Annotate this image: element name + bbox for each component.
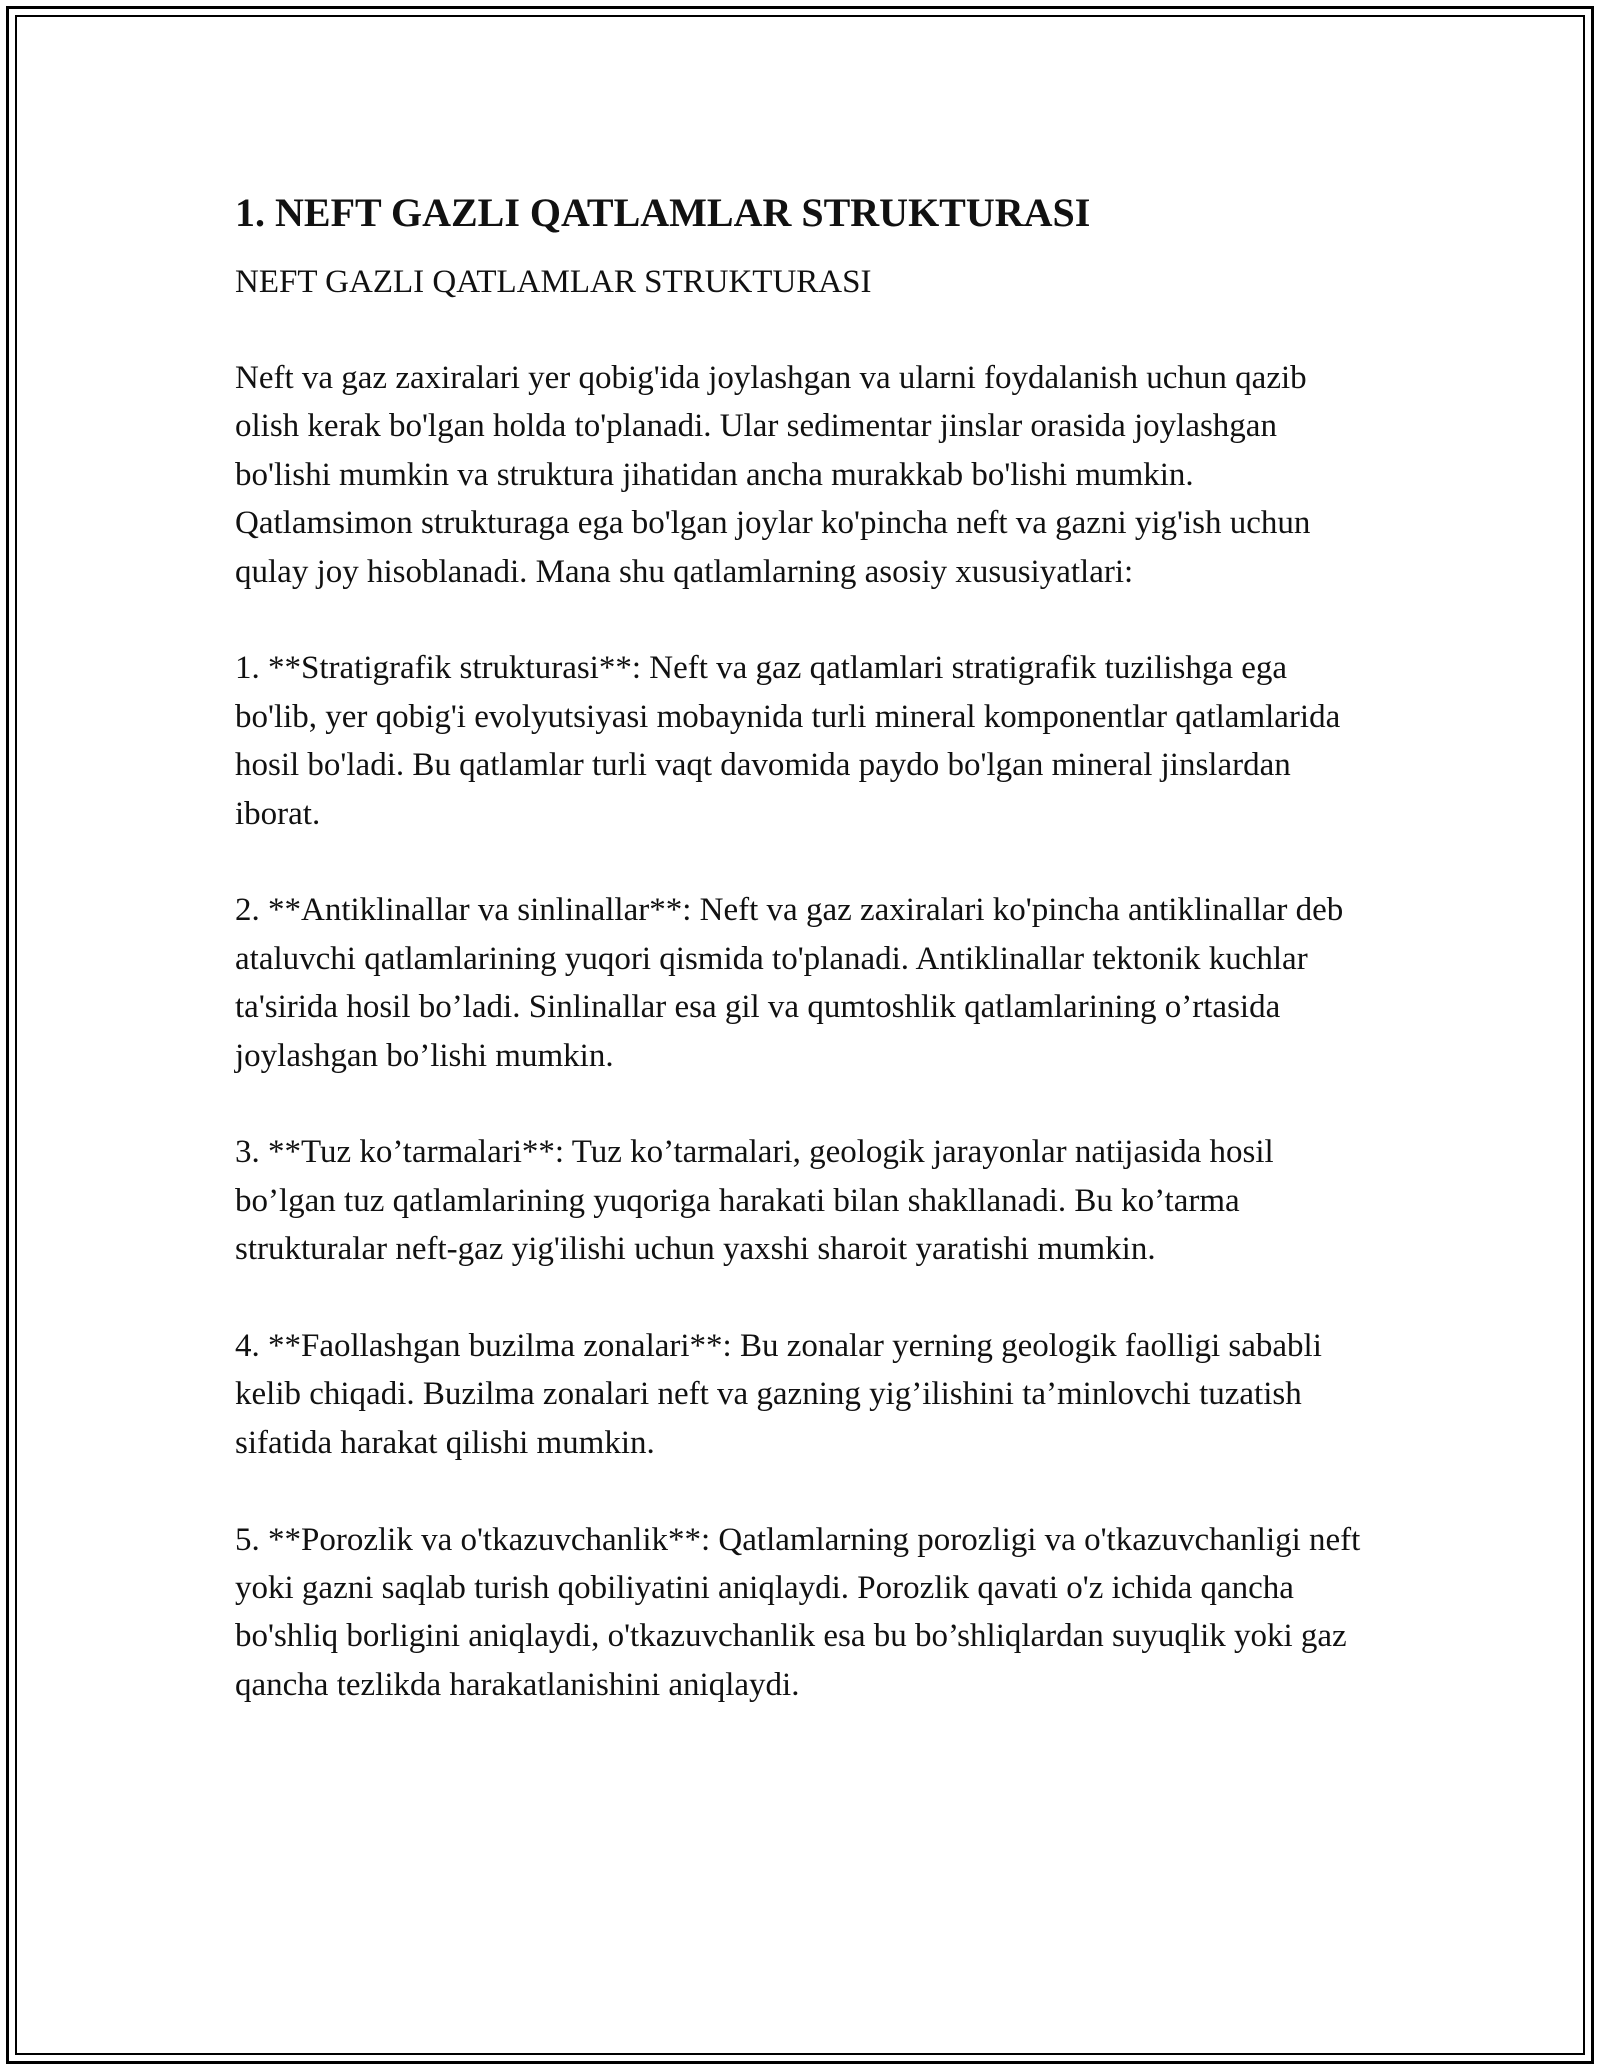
paragraph-item-2: 2. **Antiklinallar va sinlinallar**: Neft va gaz zaxiralari ko'pincha antiklinallar deb ataluvchi qatlamlarining yuqori qismida to'planadi. Antiklinallar tektonik kuchlar ta'sirida hosil bo’ladi. Sinlinallar esa gil va qumtoshlik qatlamlarining o’rtasida joylashgan bo’lishi mumkin. (235, 892, 1344, 1074)
document-body (235, 186, 1395, 1709)
paragraph-item-1: 1. **Stratigrafik strukturasi**: Neft va gaz qatlamlari stratigrafik tuzilishga ega bo'lib, yer qobig'i evolyutsiyasi mobaynida turli mineral komponentlar qatlamlarida hosil bo'ladi. Bu qatlamlar turli vaqt davomida paydo bo'lgan mineral jinslardan iborat. (235, 650, 1341, 832)
document-subtitle: NEFT GAZLI QATLAMLAR STRUKTURASI (235, 264, 872, 300)
paragraph-item-4: 4. **Faollashgan buzilma zonalari**: Bu zonalar yerning geologik faolligi sababli kelib chiqadi. Buzilma zonalari neft va gazning yig’ilishini ta’minlovchi tuzatish sifatida harakat qilishi mumkin. (235, 1328, 1322, 1461)
paragraph-item-3: 3. **Tuz ko’tarmalari**: Tuz ko’tarmalari, geologik jarayonlar natijasida hosil bo’lgan tuz qatlamlarining yuqoriga harakati bilan shakllanadi. Bu ko’tarma strukturalar neft-gaz yig'ilishi uchun yaxshi sharoit yaratishi mumkin. (235, 1134, 1274, 1268)
paragraph-item-5: 5. **Porozlik va o'tkazuvchanlik**: Qatlamlarning porozligi va o'tkazuvchanligi neft yoki gazni saqlab turish qobiliyatini aniqlaydi. Porozlik qavati o'z ichida qancha bo'shliq borligini aniqlaydi, o'tkazuvchanlik esa bu bo’shliqlardan suyuqlik yoki gaz qancha tezlikda harakatlanishini aniqlaydi. (235, 1521, 1361, 1703)
paragraph-intro: Neft va gaz zaxiralari yer qobig'ida joylashgan va ularni foydalanish uchun qazib olish kerak bo'lgan holda to'planadi. Ular sedimentar jinslar orasida joylashgan bo'lishi mumkin va struktura jihatidan ancha murakkab bo'lishi mumkin. Qatlamsimon strukturaga ega bo'lgan joylar ko'pincha neft va gazni yig'ish uchun qulay joy hisoblanadi. Mana shu qatlamlarning asosiy xususiyatlari: (235, 360, 1311, 590)
document-title: 1. NEFT GAZLI QATLAMLAR STRUKTURASI (235, 190, 1091, 235)
